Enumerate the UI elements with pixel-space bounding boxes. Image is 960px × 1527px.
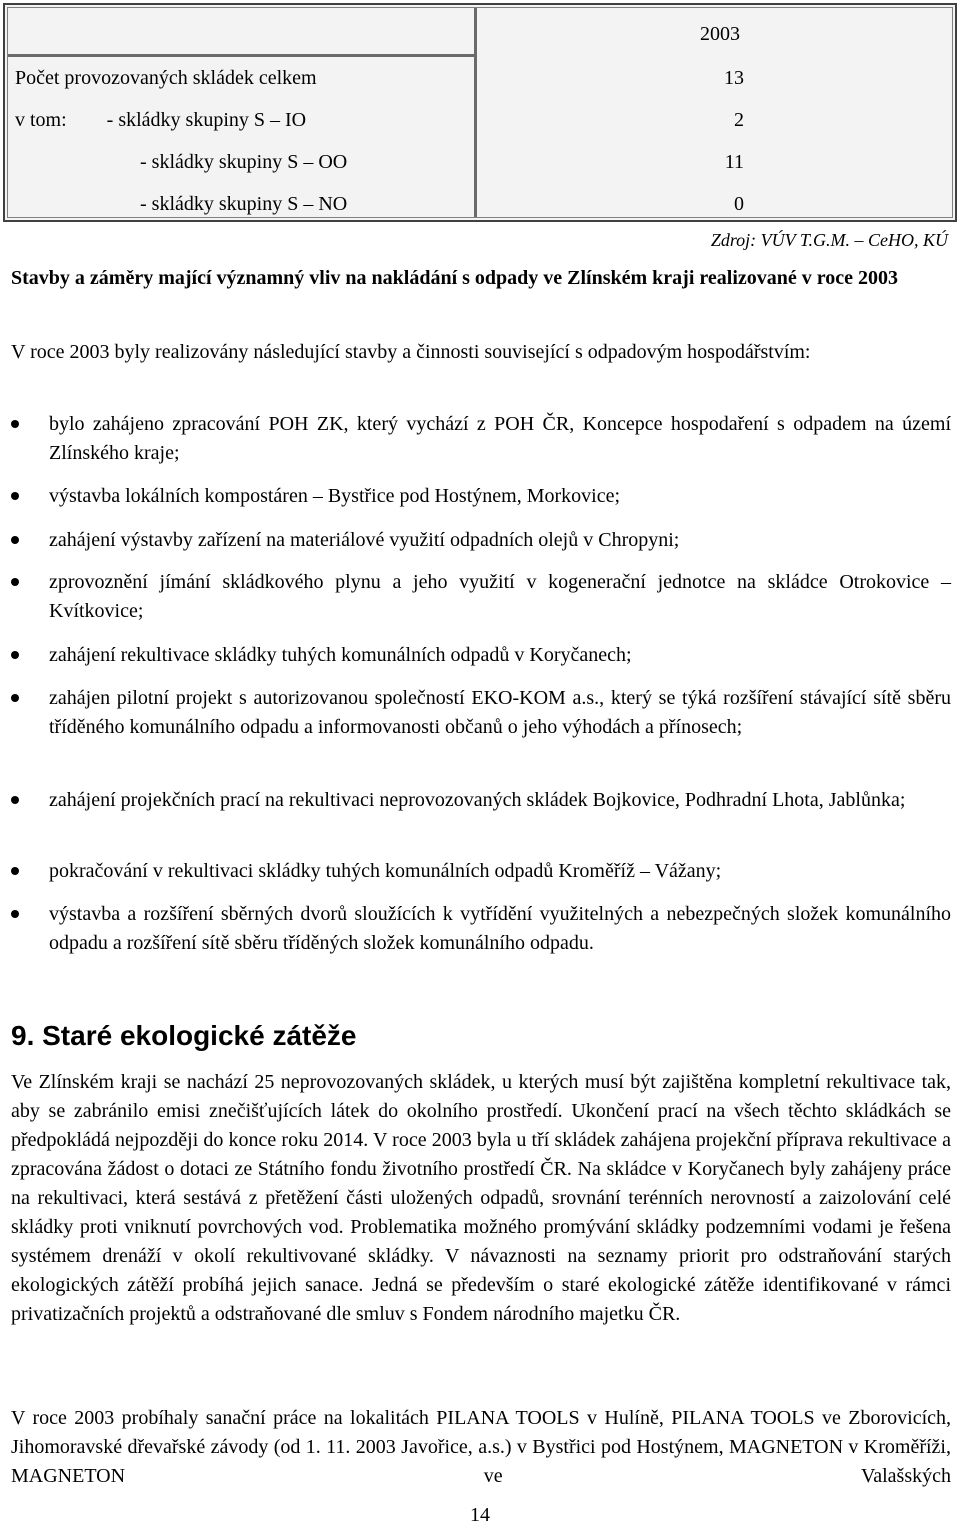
bullet-icon bbox=[11, 694, 19, 702]
list-item-text: zahájen pilotní projekt s autorizovanou společností EKO-KOM a.s., který se týká rozšíření stávající sítě sběru tříděného komunálního odpadu a informovanosti občanů o jeho výhodách a přínosech; bbox=[49, 687, 951, 738]
table-row-value: 0 bbox=[734, 193, 744, 215]
table-row-value: 13 bbox=[724, 67, 744, 89]
list-item-text: výstavba a rozšíření sběrných dvorů sloužících k vytřídění využitelných a nebezpečných složek komunálního odpadu a rozšíření sítě sběru tříděných složek komunálního odpadu. bbox=[49, 903, 951, 954]
table-row-label: - skládky skupiny S – OO bbox=[15, 151, 348, 173]
list-item bbox=[49, 526, 951, 555]
list-item bbox=[49, 568, 951, 626]
list-item bbox=[49, 641, 951, 670]
table-row-value: 11 bbox=[724, 151, 744, 173]
chapter-title: 9. Staré ekologické zátěže bbox=[11, 1020, 357, 1051]
table-row-label: - skládky skupiny S – NO bbox=[15, 193, 348, 215]
intro-paragraph: V roce 2003 byly realizovány následující stavby a činnosti související s odpadovým hospodářstvím: bbox=[11, 341, 811, 363]
list-item-text: pokračování v rekultivaci skládky tuhých komunálních odpadů Kroměříž – Vážany; bbox=[49, 860, 722, 882]
page-number: 14 bbox=[470, 1504, 490, 1526]
bullet-icon bbox=[11, 536, 19, 544]
section-heading: Stavby a záměry mající významný vliv na nakládání s odpady ve Zlínském kraji realizované v roce 2003 bbox=[11, 267, 899, 289]
table-row-label: v tom: - skládky skupiny S – IO bbox=[15, 109, 307, 131]
bullet-icon bbox=[11, 796, 19, 804]
list-item-text: bylo zahájeno zpracování POH ZK, který vychází z POH ČR, Koncepce hospodaření s odpadem na území Zlínského kraje; bbox=[49, 413, 951, 464]
body-paragraph: V roce 2003 probíhaly sanační práce na lokalitách PILANA TOOLS v Hulíně, PILANA TOOLS ve Zborovicích, Jihomoravské dřevařské závody (od 1. 11. 2003 Javořice, a.s.) v Bystřici pod Hostýnem, MAGNETON v Kroměříži, MAGNETON ve Valašských bbox=[11, 1407, 951, 1487]
bullet-icon bbox=[11, 651, 19, 659]
bullet-icon bbox=[11, 910, 19, 918]
header-row-divider bbox=[8, 54, 474, 57]
bullet-icon bbox=[11, 578, 19, 586]
column-divider bbox=[474, 8, 477, 217]
bullet-icon bbox=[11, 492, 19, 500]
table-row-label: Počet provozovaných skládek celkem bbox=[15, 67, 317, 89]
bullet-icon bbox=[11, 420, 19, 428]
list-item bbox=[49, 684, 951, 742]
source-note: Zdroj: VÚV T.G.M. – CeHO, KÚ bbox=[710, 230, 948, 250]
statistics-table bbox=[3, 3, 957, 222]
bullet-icon bbox=[11, 867, 19, 875]
list-item-text: zahájení rekultivace skládky tuhých komunálních odpadů v Koryčanech; bbox=[49, 644, 632, 666]
list-item bbox=[49, 900, 951, 958]
list-item bbox=[49, 857, 951, 886]
list-item bbox=[49, 786, 951, 815]
year-header: 2003 bbox=[700, 23, 740, 45]
list-item-text: zprovoznění jímání skládkového plynu a jeho využití v kogenerační jednotce na skládce Otrokovice – Kvítkovice; bbox=[49, 571, 951, 622]
statistics-table-inner bbox=[7, 7, 953, 218]
table-row-value: 2 bbox=[734, 109, 744, 131]
list-item-text: zahájení projekčních prací na rekultivaci neprovozovaných skládek Bojkovice, Podhradní Lhota, Jablůnka; bbox=[49, 789, 906, 811]
body-paragraph: Ve Zlínském kraji se nachází 25 neprovozovaných skládek, u kterých musí být zajištěna kompletní rekultivace tak, aby se zabránilo emisi znečišťujících látek do okolního prostředí. Ukončení prací na všech těchto skládkách se předpokládá nejpozději do konce roku 2014. V roce 2003 byla u tří skládek zahájena projekční příprava rekultivace a zpracována žádost o dotaci ze Státního fondu životního prostředí ČR. Na skládce v Koryčanech byly zahájeny práce na rekultivaci, která sestává z přetěžení části uložených odpadů, srovnání terénních nerovností a zaizolování celé skládky proti vniknutí povrchových vod. Problematika možného promývání skládky podzemními vodami je řešena systémem drenáží v okolí rekultivované skládky. V návaznosti na seznamy priorit pro odstraňování starých ekologických zátěží probíhá jejich sanace. Jedná se především o staré ekologické zátěže identifikované v rámci privatizačních projektů a odstraňované dle smluv s Fondem národního majetku ČR. bbox=[11, 1071, 951, 1325]
list-item bbox=[49, 410, 951, 468]
list-item-text: výstavba lokálních kompostáren – Bystřice pod Hostýnem, Morkovice; bbox=[49, 485, 621, 507]
list-item-text: zahájení výstavby zařízení na materiálové využití odpadních olejů v Chropyni; bbox=[49, 529, 680, 551]
list-item bbox=[49, 482, 951, 511]
